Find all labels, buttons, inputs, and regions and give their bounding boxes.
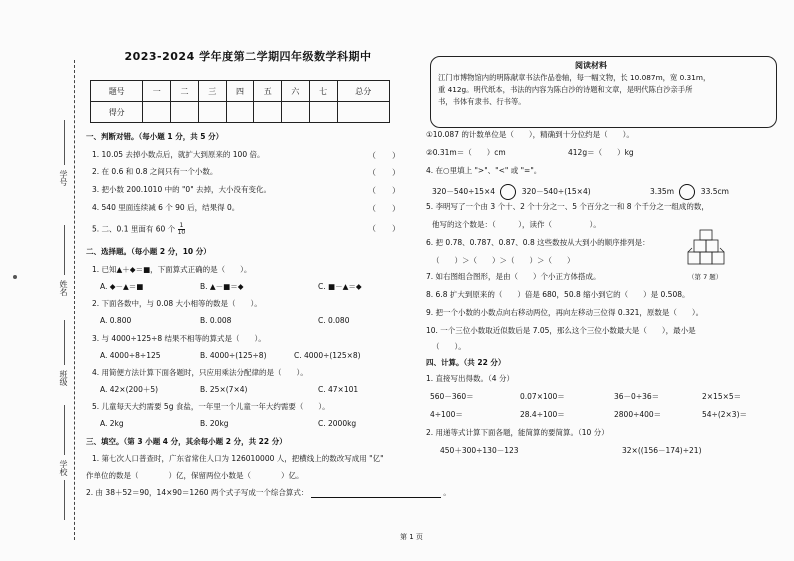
compare-circle[interactable] [679,184,695,200]
fill-question: 7. 如右图组合图形，是由（ ）个小正方体搭成。 [426,272,601,281]
score-cell: 三 [198,81,226,102]
fill-question: 作单位的数是（ ）亿，保留两位小数是（ ）亿。 [86,471,304,480]
choice-option[interactable]: C. ■－▲＝◆ [318,282,362,291]
choice-option[interactable]: A. 42×(200＋5) [100,385,159,394]
section3-heading: 三、填空。（第 3 小题 4 分，其余每小题 2 分，共 22 分） [86,437,287,446]
fill-question [86,488,451,498]
scan-dot [13,275,17,279]
fraction [178,223,186,236]
fill-question: 412g＝（ ）kg [568,148,634,157]
score-input-cell[interactable] [226,102,254,123]
side-field-line [64,225,65,275]
fill-question: 9. 把一个小数的小数点向右移动两位，再向左移动三位得 0.321，原数是（ ）。 [426,308,704,317]
score-input-cell[interactable] [171,102,199,123]
judge-item: 2. 在 0.6 和 0.8 之间只有一个小数。 [92,167,218,176]
compare-right: 33.5cm [700,187,729,196]
choice-option[interactable]: C. 47×101 [318,385,359,394]
score-cell: 二 [171,81,199,102]
choice-option[interactable]: A. 0.800 [100,316,132,325]
choice-option[interactable]: B. 4000÷(125÷8) [200,351,267,360]
reading-line: 重 412g。明代纸本，书法的内容为陈白沙的诗题和文章，是明代陈白沙亲手所 [438,85,693,94]
reading-line: 书，书体有隶书、行书等。 [438,97,526,106]
score-input-cell[interactable] [198,102,226,123]
choice-option[interactable]: A. 2kg [100,419,124,428]
binding-line [74,60,75,540]
fill-question: （ ）＞（ ）＞（ ）＞（ ） [432,256,575,265]
compare-right: 320－540÷(15×4) [521,187,591,196]
score-cell: 一 [143,81,171,102]
choice-option[interactable]: C. 4000÷(125×8) [294,351,361,360]
calc-item: 4÷100＝ [430,410,463,419]
calc-item: 54÷(2×3)＝ [702,410,748,419]
calc-item: 2×15×5＝ [702,392,742,401]
score-cell: 六 [282,81,310,102]
score-cell: 七 [309,81,337,102]
calc-item: 2800÷400＝ [614,410,662,419]
answer-blank[interactable] [311,489,441,498]
score-cell: 四 [226,81,254,102]
choice-option[interactable]: A. 4000÷8÷125 [100,351,161,360]
reading-line: 江门市博物馆内的明陈献章书法作品卷轴，每一幅文物，长 10.087m，宽 0.31m， [438,73,711,82]
choice-question: 3. 与 4000÷125÷8 结果不相等的算式是（ ）。 [92,334,266,343]
calc-item: 28.4÷100＝ [520,410,565,419]
sub-heading: 2. 用递等式计算下面各题，能简算的要简算。（10 分） [426,428,609,437]
choice-option[interactable]: B. 0.008 [200,316,232,325]
fraction-denominator: 10 [177,229,186,236]
judge-item [92,223,185,236]
score-cell: 总分 [337,81,389,102]
side-field-line [64,405,65,455]
fill-question: 6. 把 0.78、0.787、0.87、0.8 这些数按从大到小的顺序排列是： [426,238,650,247]
answer-paren[interactable]: （ ） [368,168,400,177]
answer-paren[interactable]: （ ） [368,186,400,195]
side-field-line [64,120,65,165]
choice-option[interactable]: A. ◆－▲＝■ [100,282,144,291]
compare-left: 320－540÷15×4 [432,187,496,196]
score-table-header-row [91,81,390,102]
section2-heading: 二、选择题。（每小题 2 分，10 分） [86,247,211,256]
side-field-line [64,480,65,520]
calc-item: 560－360＝ [430,392,474,401]
score-input-cell[interactable] [337,102,389,123]
calc-item: 0.07×100＝ [520,392,565,401]
calc-item: 36－0÷36＝ [614,392,660,401]
score-table-row [91,102,390,123]
fill-question: 他写的这个数是：（ ），读作（ ）。 [432,220,601,229]
score-input-cell[interactable] [309,102,337,123]
choice-option[interactable]: B. 25×(7×4) [200,385,248,394]
judge-item: 4. 540 里面连续减 6 个 90 后，结果得 0。 [92,203,240,212]
fill-question: ①10.087 的计数单位是（ ），精确到十分位约是（ ）。 [426,130,634,139]
cube-figure [686,228,726,268]
judge-item: 1. 10.05 去掉小数点后，就扩大到原来的 100 倍。 [92,150,265,159]
choice-question: 2. 下面各数中，与 0.08 大小相等的数是（ ）。 [92,299,262,308]
side-field-line [64,320,65,365]
judge-item: 3. 把小数 200.1010 中的 "0" 去掉，大小没有变化。 [92,185,272,194]
compare-item [650,184,729,200]
choice-option[interactable]: C. 0.080 [318,316,350,325]
side-field-name: 姓名 [59,280,68,296]
score-cell: 五 [254,81,282,102]
sub-heading: 1. 直接写出得数。（4 分） [426,374,514,383]
fill-question-text: 2. 由 38＋52＝90，14×90＝1260 两个式子写成一个综合算式： [86,488,309,497]
section1-heading: 一、判断对错。（每小题 1 分，共 5 分） [86,132,224,141]
big-calc-item: 32×((156－174)÷21) [622,446,702,455]
fill-question: 5. 李明写了一个由 3 个十、2 个十分之一、5 个百分之一和 8 个千分之一组成的数， [426,202,709,211]
reading-title: 阅读材料 [575,61,607,70]
fill-question: 4. 在○里填上 ">"、"<" 或 "="。 [426,166,542,175]
side-field-class: 班级 [59,370,68,386]
choice-question: 5. 儿童每天大约需要 5g 食盐，一年里一个儿童一年大约需要（ ）。 [92,402,330,411]
page-number: 第 1 页 [400,533,423,541]
choice-question: 1. 已知▲＋◆＝■，下面算式正确的是（ ）。 [92,265,252,274]
fill-question: 8. 6.8 扩大到原来的（ ）倍是 680，50.8 缩小到它的（ ）是 0.508。 [426,290,690,299]
answer-paren[interactable]: （ ） [368,224,400,233]
compare-circle[interactable] [500,184,516,200]
choice-option[interactable]: B. 20kg [200,419,229,428]
exam-title: 2023-2024 学年度第二学期四年级数学科期中 [124,50,372,63]
judge-item-text: 5. 二、0.1 里面有 60 个 [92,224,176,234]
choice-option[interactable]: B. ▲－■＝◆ [200,282,244,291]
score-input-cell[interactable] [254,102,282,123]
choice-option[interactable]: C. 2000kg [318,419,357,428]
choice-question: 4. 用简便方法计算下面各题时，只应用乘法分配律的是（ ）。 [92,368,308,377]
score-input-cell[interactable] [282,102,310,123]
figure-caption: （第 7 题） [688,273,723,281]
fill-question: 1. 第七次人口普查时，广东省常住人口为 126010000 人，把横线上的数改写成用 "亿" [92,454,384,463]
fill-question: 10. 一个三位小数取近似数后是 7.05，那么这个三位小数最大是（ ），最小是 [426,326,696,335]
score-input-cell[interactable] [143,102,171,123]
section4-heading: 四、计算。（共 22 分） [426,358,506,367]
answer-paren[interactable]: （ ） [368,151,400,160]
compare-item [432,184,591,200]
score-cell: 题号 [91,81,143,102]
fill-question: （ ）。 [432,342,466,351]
score-cell: 得分 [91,102,143,123]
compare-left: 3.35m [650,187,675,196]
fraction-numerator: 1 [179,222,184,229]
answer-paren[interactable]: （ ） [368,204,400,213]
fill-question-tail: 。 [443,488,451,497]
side-field-school: 学校 [59,460,68,476]
reading-text [438,72,768,108]
fill-question: ②0.31m＝（ ）cm [426,148,506,157]
score-table [90,80,390,123]
side-field-student-id: 学号 [59,170,68,186]
big-calc-item: 450＋300÷130－123 [440,446,519,455]
